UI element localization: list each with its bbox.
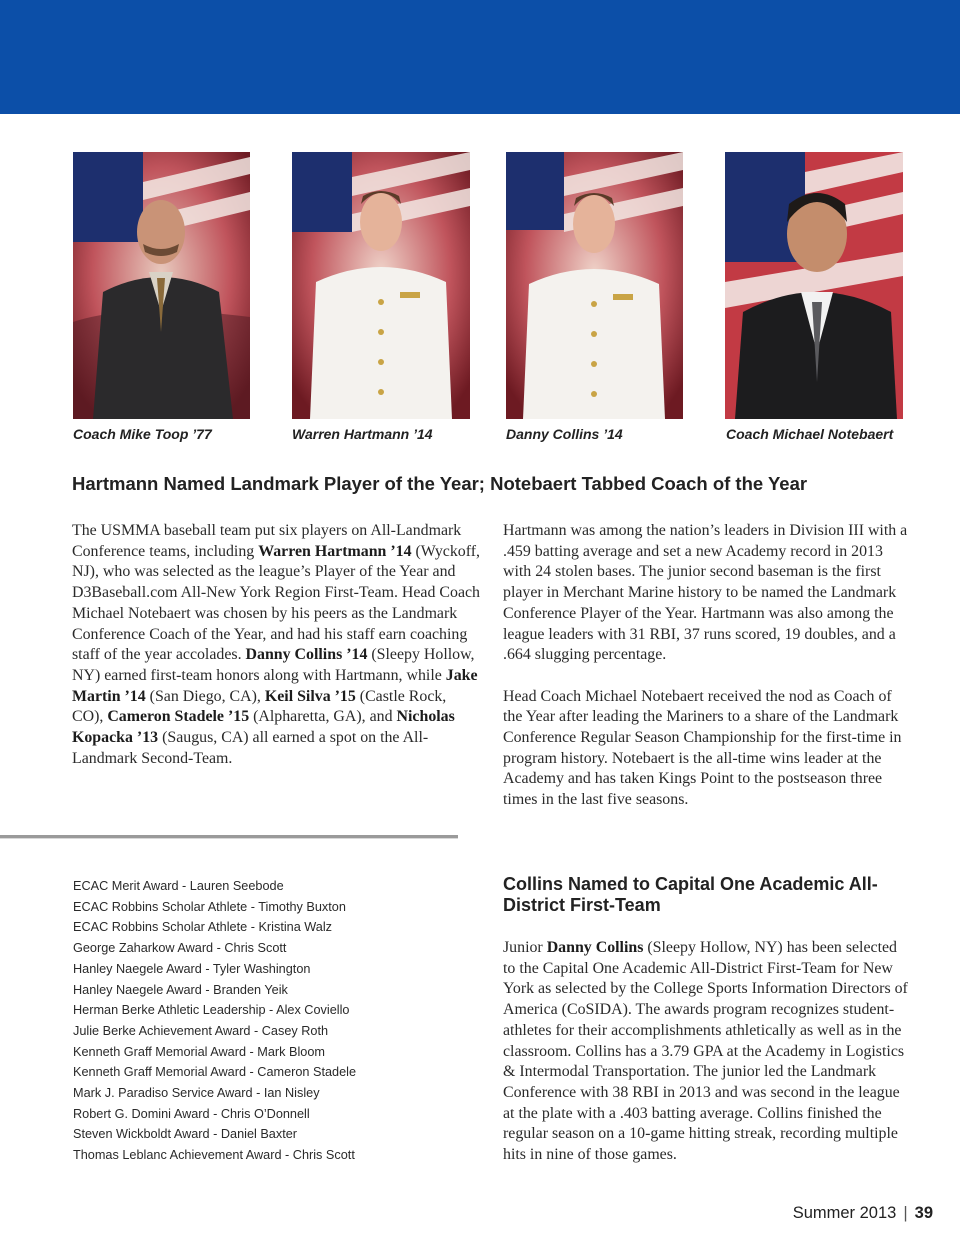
text-run: Junior: [503, 939, 547, 956]
text-run: The USMMA baseball team put six players on All-Landmark Conference teams, including: [72, 522, 462, 560]
page-footer: [793, 1204, 933, 1223]
section-divider: [0, 835, 458, 839]
award-item: Herman Berke Athletic Leadership - Alex Coviello: [73, 1003, 350, 1018]
page-number: 39: [914, 1204, 933, 1222]
text-run: (San Diego, CA),: [145, 687, 265, 705]
bold-name: Jake Martin ’14: [72, 666, 478, 705]
photo-coach-toop: [73, 152, 250, 419]
article-headline: Hartmann Named Landmark Player of the Year; Notebaert Tabbed Coach of the Year: [72, 473, 808, 494]
text-run: (Wyckoff, NJ), who was selected as the league’s Player of the Year and D3Baseball.com All-New York Region First-Team. Head Coach Michael Notebaert was chosen by his peers as the Landmark Conference Coach of the Year, and had his staff earn coaching staff of the year accolades.: [72, 542, 481, 664]
award-item: ECAC Robbins Scholar Athlete - Timothy Buxton: [73, 899, 346, 914]
article-paragraph: Hartmann was among the nation’s leaders in Division III with a .459 batting average and set a new Academy record in 2013 with 24 stolen bases. The junior second baseman is the first player in Merchant Marine history to be named the Landmark Conference Player of the Year. Hartmann was also among the league leaders with 31 RBI, 37 runs scored, 19 doubles, and a .664 slugging percentage.: [503, 522, 908, 664]
text-run: (Sleepy Hollow, NY) earned first-team honors along with Hartmann, while: [72, 646, 475, 684]
photo-danny-collins: [506, 152, 683, 419]
award-item: Hanley Naegele Award - Tyler Washington: [73, 961, 311, 976]
article-body-collins: [503, 938, 913, 1166]
text-run: (Sleepy Hollow, NY) has been selected to the Capital One Academic All-District First-Team for New York as selected by the College Sports Information Directors of America (CoSIDA). The awards program recognizes student-athletes for their accomplishments athletically as well as in the classroom. Collins has a 3.79 GPA at the Academy in Logistics & Intermodal Transportation. The junior led the Landmark Conference with 38 RBI in 2013 and was second in the league at the plate with a .403 batting average. Collins finished the regular season on a 10-game hitting streak, recording multiple hits in nine of those games.: [503, 939, 908, 1164]
header-band: [0, 0, 960, 114]
awards-list: [73, 876, 356, 1166]
photo-caption-toop: Coach Mike Toop ’77: [73, 426, 212, 442]
portrait-image: [73, 152, 250, 419]
bold-name: Warren Hartmann ’14: [258, 542, 412, 560]
text-run: (Castle Rock, CO),: [72, 687, 447, 726]
bold-name: Danny Collins: [546, 939, 644, 956]
bold-name: Danny Collins ’14: [245, 646, 368, 664]
text-run: (Saugus, CA) all earned a spot on the All-Landmark Second-Team.: [72, 729, 429, 767]
award-item: Thomas Leblanc Achievement Award - Chris Scott: [73, 1148, 355, 1163]
photo-caption-hartmann: Warren Hartmann ’14: [292, 426, 433, 442]
photo-caption-collins: Danny Collins ’14: [506, 426, 623, 442]
portrait-image: [506, 152, 683, 419]
award-item: Kenneth Graff Memorial Award - Mark Bloom: [73, 1044, 325, 1059]
bold-name: Cameron Stadele ’15: [107, 708, 250, 726]
award-item: George Zaharkow Award - Chris Scott: [73, 941, 287, 956]
bold-name: Nicholas Kopacka ’13: [72, 708, 455, 747]
photo-warren-hartmann: [292, 152, 470, 419]
article-headline-collins: Collins Named to Capital One Academic All-District First-Team: [503, 874, 878, 915]
article-body-right: [503, 521, 913, 811]
footer-separator: |: [903, 1204, 908, 1222]
portrait-image: [292, 152, 470, 419]
photo-caption-notebaert: Coach Michael Notebaert: [726, 426, 894, 442]
issue-label: Summer 2013: [792, 1204, 897, 1222]
award-item: Mark J. Paradiso Service Award - Ian Nisley: [73, 1086, 320, 1101]
article-paragraph: [503, 938, 913, 1166]
article-paragraph: Head Coach Michael Notebaert received the nod as Coach of the Year after leading the Mariners to a share of the Landmark Conference Regular Season Championship for the first-time in program history. Notebaert is the all-time wins leader at the Academy and has taken Kings Point to the postseason three times in the last five seasons.: [503, 687, 902, 809]
award-item: ECAC Merit Award - Lauren Seebode: [73, 879, 284, 893]
bold-name: Keil Silva ’15: [264, 687, 356, 705]
article-paragraph: [72, 521, 480, 769]
text-run: (Alpharetta, GA), and: [249, 708, 397, 726]
photo-coach-notebaert: [725, 152, 903, 419]
award-item: Steven Wickboldt Award - Daniel Baxter: [73, 1127, 298, 1142]
award-item: Robert G. Domini Award - Chris O’Donnell: [73, 1106, 310, 1121]
award-item: ECAC Robbins Scholar Athlete - Kristina Walz: [73, 920, 333, 935]
award-item: Julie Berke Achievement Award - Casey Roth: [73, 1023, 329, 1038]
award-item: Hanley Naegele Award - Branden Yeik: [73, 982, 288, 997]
portrait-image: [725, 152, 903, 419]
article-body-left: [72, 521, 480, 769]
award-item: Kenneth Graff Memorial Award - Cameron Stadele: [73, 1065, 357, 1080]
